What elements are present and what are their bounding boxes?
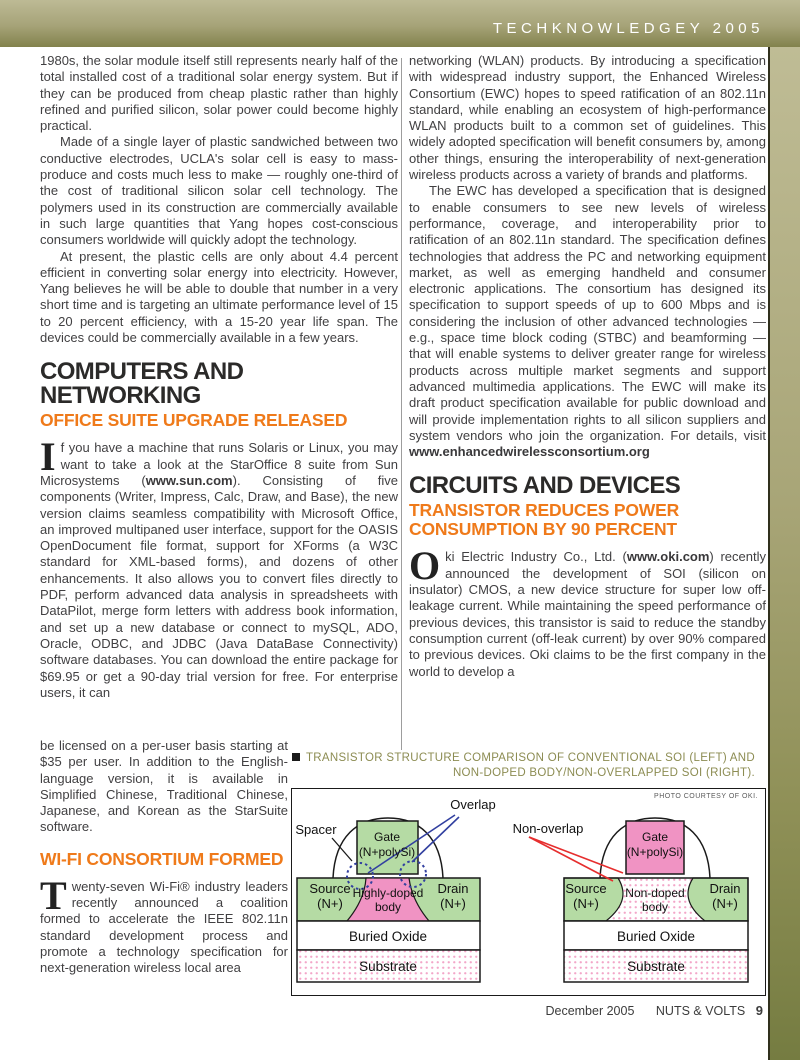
page-number: 9: [755, 1003, 763, 1018]
office-text-2: ). Consisting of five components (Writer, Impress, Calc, Draw, and Base), the new version claims seamless compatibility with Microsoft Office, an improved multipaned user interface, support for the OASIS OpenDocument file format, support for XForms (a W3C standard for XML-based forms), and dozens of other enhancements. It also allows you to convert files directly to PDF, perform advanced data analysis in spreadsheets with DataPilot, merge form letters with address book information, and set up a new database or connect to mySQL, ADO, Oracle, ODBC, and JDBC (Java DataBase Connectivity) software databases. You can download the entire package for $69.95 or get a 90-day trial version for free. For enterprise users, it can: [40, 472, 399, 700]
heading-office-suite: OFFICE SUITE UPGRADE RELEASED: [40, 410, 348, 431]
wifi-paragraph-2: networking (WLAN) products. By introducing a specification with widespread industry support, the Enhanced Wireless Consortium (EWC) hopes to speed ratification of an 802.11n standard, while enabling an ecosystem of high-performance WLAN products built to a common set of guidelines. This widely adopted specification will benefit consumers by, among other things, ensuring the interoperability of next-generation wireless products across a variety of brands and platforms.: [409, 53, 766, 183]
office-text-1: f you have a machine that runs Solaris or Linux, you may want to take a look at the StarOffice 8 suite from Sun Microsystems (: [40, 440, 398, 488]
wifi-paragraph: [40, 872, 288, 977]
right-body-label-2: body: [641, 900, 669, 914]
photo-credit: PHOTO COURTESY OF OKI.: [654, 793, 758, 800]
nonoverlap-pointer-line-2: [529, 837, 613, 881]
transistor-diagram: [292, 789, 764, 994]
url-sun: www.sun.com: [145, 472, 233, 488]
heading-circuits-devices: CIRCUITS AND DEVICES: [409, 472, 681, 500]
heading-computers-networking: COMPUTERS AND NETWORKING: [40, 358, 244, 410]
figure-caption-text: TRANSISTOR STRUCTURE COMPARISON OF CONVENTIONAL SOI (LEFT) AND NON-DOPED BODY/NON-OVERLAPPED SOI (RIGHT).: [305, 752, 755, 779]
url-oki: www.oki.com: [626, 549, 710, 565]
drop-cap-o: O: [409, 543, 441, 589]
column-divider: [401, 58, 402, 750]
url-ewc: [409, 444, 650, 459]
right-source-label-1: Source: [565, 881, 607, 896]
left-source-label-1: Source: [309, 881, 351, 896]
heading-transistor: TRANSISTOR REDUCES POWER CONSUMPTION BY 90 PERCENT: [409, 500, 680, 540]
left-drain-label-1: Drain: [437, 881, 469, 896]
page-footer: [291, 1003, 763, 1018]
right-gate-label-2: (N+polySi): [626, 845, 684, 859]
office-paragraph-continued: be licensed on a per-user basis starting at $35 per user. In addition to the English-language version, it is available in Simplified Chinese, Traditional Chinese, Japanese, and Korean as the StarSuite software.: [40, 738, 288, 835]
left-body-label-2: body: [374, 900, 402, 914]
left-column-narrow: [40, 738, 288, 977]
office-paragraph: [40, 434, 399, 701]
left-source-label-2: (N+): [317, 896, 343, 911]
right-drain-label-2: (N+): [712, 896, 738, 911]
right-source-label-2: (N+): [573, 896, 599, 911]
right-buried-oxide-label: Buried Oxide: [616, 929, 696, 944]
solar-paragraph-3: At present, the plastic cells are only about 4.4 percent efficient in converting solar energy into electricity. However, Yang believes he will be able to double that number in a very short time and is targeting an ultimate performance level of 15 to 20 percent efficiency, with a 15-20 year life span. The devices could be commercially available in a few years.: [40, 248, 398, 346]
wifi-paragraph-3: [409, 183, 766, 460]
oki-text-2: ) recently announced the development of SOI (silicon on insulator) CMOS, a new device structure for super low off-leakage current. While maintaining the speed performance of previous devices, this transistor is said to reduce the standby consumption current (off-leak current) by over 90% compared to previous devices. Oki claims to be the first company in the world to develop a: [409, 549, 766, 679]
right-edge-strip: [768, 47, 800, 1060]
wifi-text-1: wenty-seven Wi-Fi® industry leaders recently announced a coalition formed to accelerate the IEEE 802.11n standard development process and promote a technology specification for next-generation wireless local area: [40, 878, 288, 976]
right-drain-label-1: Drain: [709, 881, 741, 896]
right-column: [409, 53, 766, 680]
figure-caption: [291, 751, 755, 780]
transistor-figure: [291, 788, 766, 996]
right-body-label-1: Non-doped: [625, 886, 685, 900]
oki-text-1: ki Electric Industry Co., Ltd. (: [445, 549, 627, 565]
left-overlap-label: Overlap: [450, 797, 496, 812]
solar-paragraph-1: 1980s, the solar module itself still represents nearly half of the total installed cost of a traditional solar energy system. But if they can be produced from cheap plastic rather than highly refined and purified silicon, solar power could become highly practical.: [40, 53, 398, 134]
issue-date: December 2005: [545, 1004, 635, 1018]
solar-paragraph-2: Made of a single layer of plastic sandwiched between two conductive electrodes, UCLA's solar cell is easy to mass-produce and costs much less to make — roughly one-third of the cost of traditional silicon solar cell technology. The polymers used in its construction are commercially available in such large quantities that Yang hopes cost-conscious consumers worldwide will quickly adopt the technology.: [40, 134, 398, 248]
right-nonoverlap-label: Non-overlap: [512, 821, 584, 836]
magazine-name: NUTS & VOLTS: [655, 1004, 746, 1018]
drop-cap-i: I: [40, 434, 56, 480]
left-gate-label-1: Gate: [373, 830, 401, 844]
wifi-text-3: The EWC has developed a specification that is designed to enable consumers to see new levels of wireless performance, coverage, and interoperability prior to ratification of an 802.11n standard. The specification defines technologies that address the PC and networking equipment market, as well as emerging handheld and consumer electronic applications. The consortium has designed its specification to support speeds of up to 600 Mbps and is considering the inclusion of other advanced technologies — e.g., space time block coding (STBC) and beamforming — that will enable systems to deliver greater range for wireless products across multiple market segments and support advanced multimedia applications. The EWC will make its draft product specification available for public download and will provide implementation rights to all silicon suppliers and system vendors who join the organization. For details, visit: [409, 183, 766, 443]
square-bullet-icon: [292, 753, 300, 761]
left-gate-label-2: (N+polySi): [358, 845, 416, 859]
page-header: [0, 0, 800, 47]
oki-paragraph: [409, 543, 766, 679]
left-body-label-1: Highly-doped: [352, 886, 424, 900]
heading-wifi-consortium: WI-FI CONSORTIUM FORMED: [40, 848, 284, 869]
url-ewc-part2: consortium.org: [554, 444, 650, 460]
right-gate-label-1: Gate: [641, 830, 669, 844]
left-column: [40, 53, 398, 701]
right-substrate-label: Substrate: [627, 959, 685, 974]
url-ewc-part1: www.enhancedwireless: [409, 444, 555, 460]
left-substrate-label: Substrate: [359, 959, 417, 974]
section-title: TECHKNOWLEDGEY 2005: [492, 20, 764, 37]
left-buried-oxide-label: Buried Oxide: [348, 929, 428, 944]
left-spacer-label: Spacer: [295, 822, 337, 837]
drop-cap-t: T: [40, 872, 67, 918]
left-drain-label-2: (N+): [440, 896, 466, 911]
